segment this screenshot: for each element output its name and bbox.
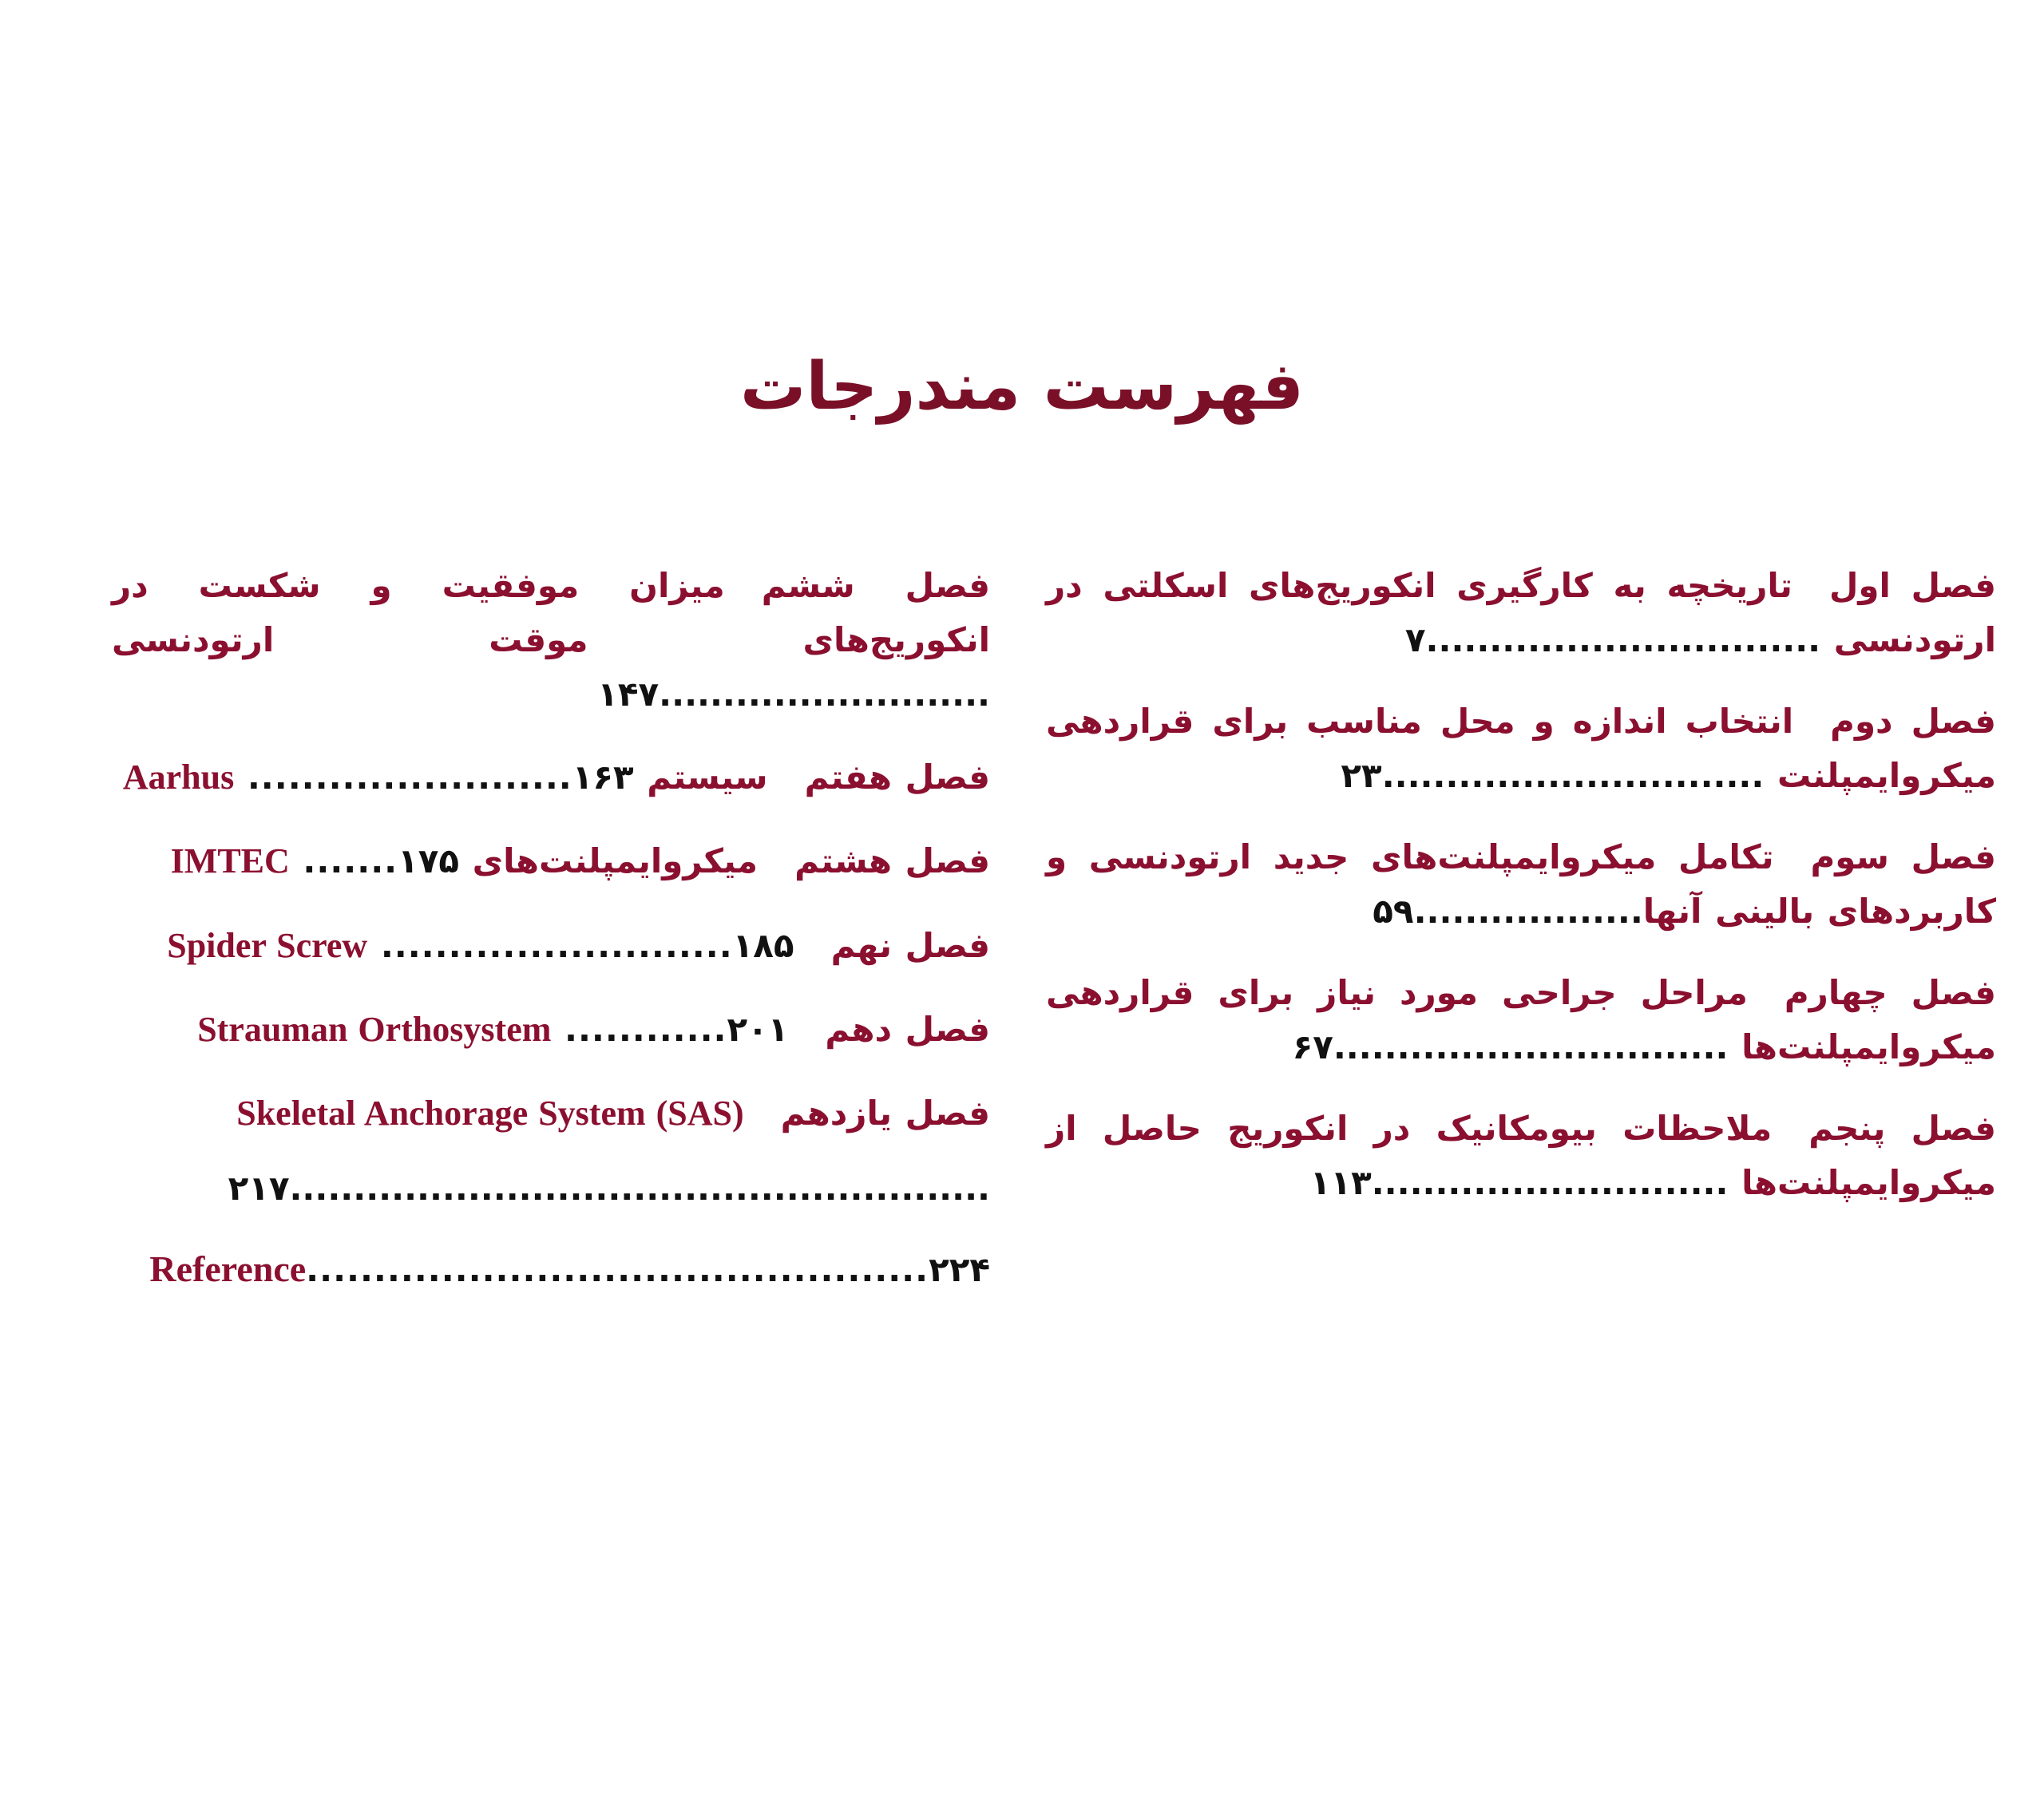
chapter-title-latin: Spider Screw [167, 925, 368, 965]
page-number: ۲۲۴ [929, 1250, 990, 1290]
page-title: فهرست مندرجات [740, 349, 1304, 425]
toc-entry-leader-line [112, 1169, 990, 1208]
toc-entry[interactable] [1046, 694, 1996, 803]
page-number: ۲۳ [1341, 756, 1382, 796]
toc-entry[interactable] [1046, 966, 1996, 1074]
toc-entry[interactable] [112, 1085, 990, 1141]
toc-entry[interactable] [112, 917, 990, 974]
dot-leader: ....................................................... [289, 1169, 990, 1209]
chapter-label: فصل هشتم [794, 841, 990, 881]
dot-leader: .......................... [380, 925, 733, 965]
chapter-title: تکامل میکروایمپلنت‌های جدید ارتودنسی و کاربردهای بالینی آنها [1046, 837, 1996, 932]
dot-leader: .......................... [659, 675, 990, 714]
chapter-label: فصل سوم [1810, 837, 1996, 877]
page-number: ۶۷ [1292, 1027, 1333, 1067]
chapter-label: فصل دوم [1830, 702, 1996, 742]
dot-leader: ........................ [247, 758, 572, 797]
chapter-label: فصل چهارم [1784, 973, 1996, 1013]
toc-entry[interactable] [1046, 559, 1996, 667]
chapter-label: فصل پنجم [1808, 1109, 1996, 1149]
dot-leader: ............................... [1425, 620, 1821, 660]
toc-entry-reference[interactable] [112, 1240, 990, 1299]
chapter-title-latin: Strauman Orthosystem [197, 1009, 552, 1049]
chapter-title: تاریخچه به کارگیری انکوریج‌های اسکلتی در ارتودنسی [1046, 566, 1996, 660]
dot-leader: ............................... [1333, 1027, 1729, 1067]
toc-entry[interactable] [1046, 1102, 1996, 1210]
dot-leader: .............................................. [306, 1250, 929, 1290]
page-number: ۵۹ [1373, 892, 1414, 932]
page-number: ۲۱۷ [228, 1169, 290, 1209]
toc-column-left [0, 559, 1022, 1517]
toc-entry[interactable] [112, 749, 990, 805]
chapter-title-latin: IMTEC [170, 841, 290, 881]
chapter-title: میزان موفقیت و شکست در انکوریج‌های موقت ارتودنسی [112, 566, 990, 660]
page-number: ۱۷۵ [398, 841, 460, 881]
dot-leader: .................. [1413, 892, 1643, 932]
chapter-title: سیستم [647, 758, 768, 797]
toc-entry[interactable] [1046, 830, 1996, 939]
chapter-label: فصل نهم [830, 925, 990, 965]
reference-label: Reference [149, 1248, 307, 1290]
chapter-title: مراحل جراحی مورد نیاز برای قراردهی میکروایمپلنت‌ها [1046, 973, 1996, 1067]
dot-leader: ....... [303, 841, 398, 881]
toc-column-right [1022, 559, 2044, 1517]
chapter-title-latin: Skeletal Anchorage System (SAS) [236, 1094, 744, 1133]
page-number: ۱۴۷ [597, 675, 660, 714]
dot-leader: ............ [564, 1009, 727, 1049]
toc-entry[interactable] [112, 833, 990, 889]
chapter-label: فصل اول [1828, 566, 1996, 605]
chapter-label: فصل دهم [825, 1009, 990, 1049]
dot-leader: ............................ [1371, 1163, 1729, 1203]
toc-entry[interactable] [112, 1001, 990, 1058]
page-number: ۱۶۳ [572, 758, 634, 797]
page-number: ۷ [1404, 620, 1426, 660]
dot-leader: .............................. [1381, 756, 1765, 796]
chapter-label: فصل یازدهم [780, 1094, 990, 1133]
chapter-label: فصل هفتم [804, 758, 990, 797]
toc-columns [0, 559, 2044, 1517]
page-number: ۲۰۱ [727, 1009, 789, 1049]
chapter-label: فصل ششم [761, 566, 990, 605]
page-number: ۱۱۳ [1309, 1163, 1372, 1203]
chapter-title: انتخاب اندازه و محل مناسب برای قراردهی میکروایمپلنت [1046, 702, 1996, 796]
chapter-title-latin: Aarhus [122, 758, 235, 797]
chapter-title: میکروایمپلنت‌های [472, 841, 759, 881]
chapter-title: ملاحظات بیومکانیک در انکوریج حاصل از میکروایمپلنت‌ها [1046, 1109, 1996, 1203]
toc-entry[interactable] [112, 559, 990, 722]
page-number: ۱۸۵ [732, 925, 794, 965]
